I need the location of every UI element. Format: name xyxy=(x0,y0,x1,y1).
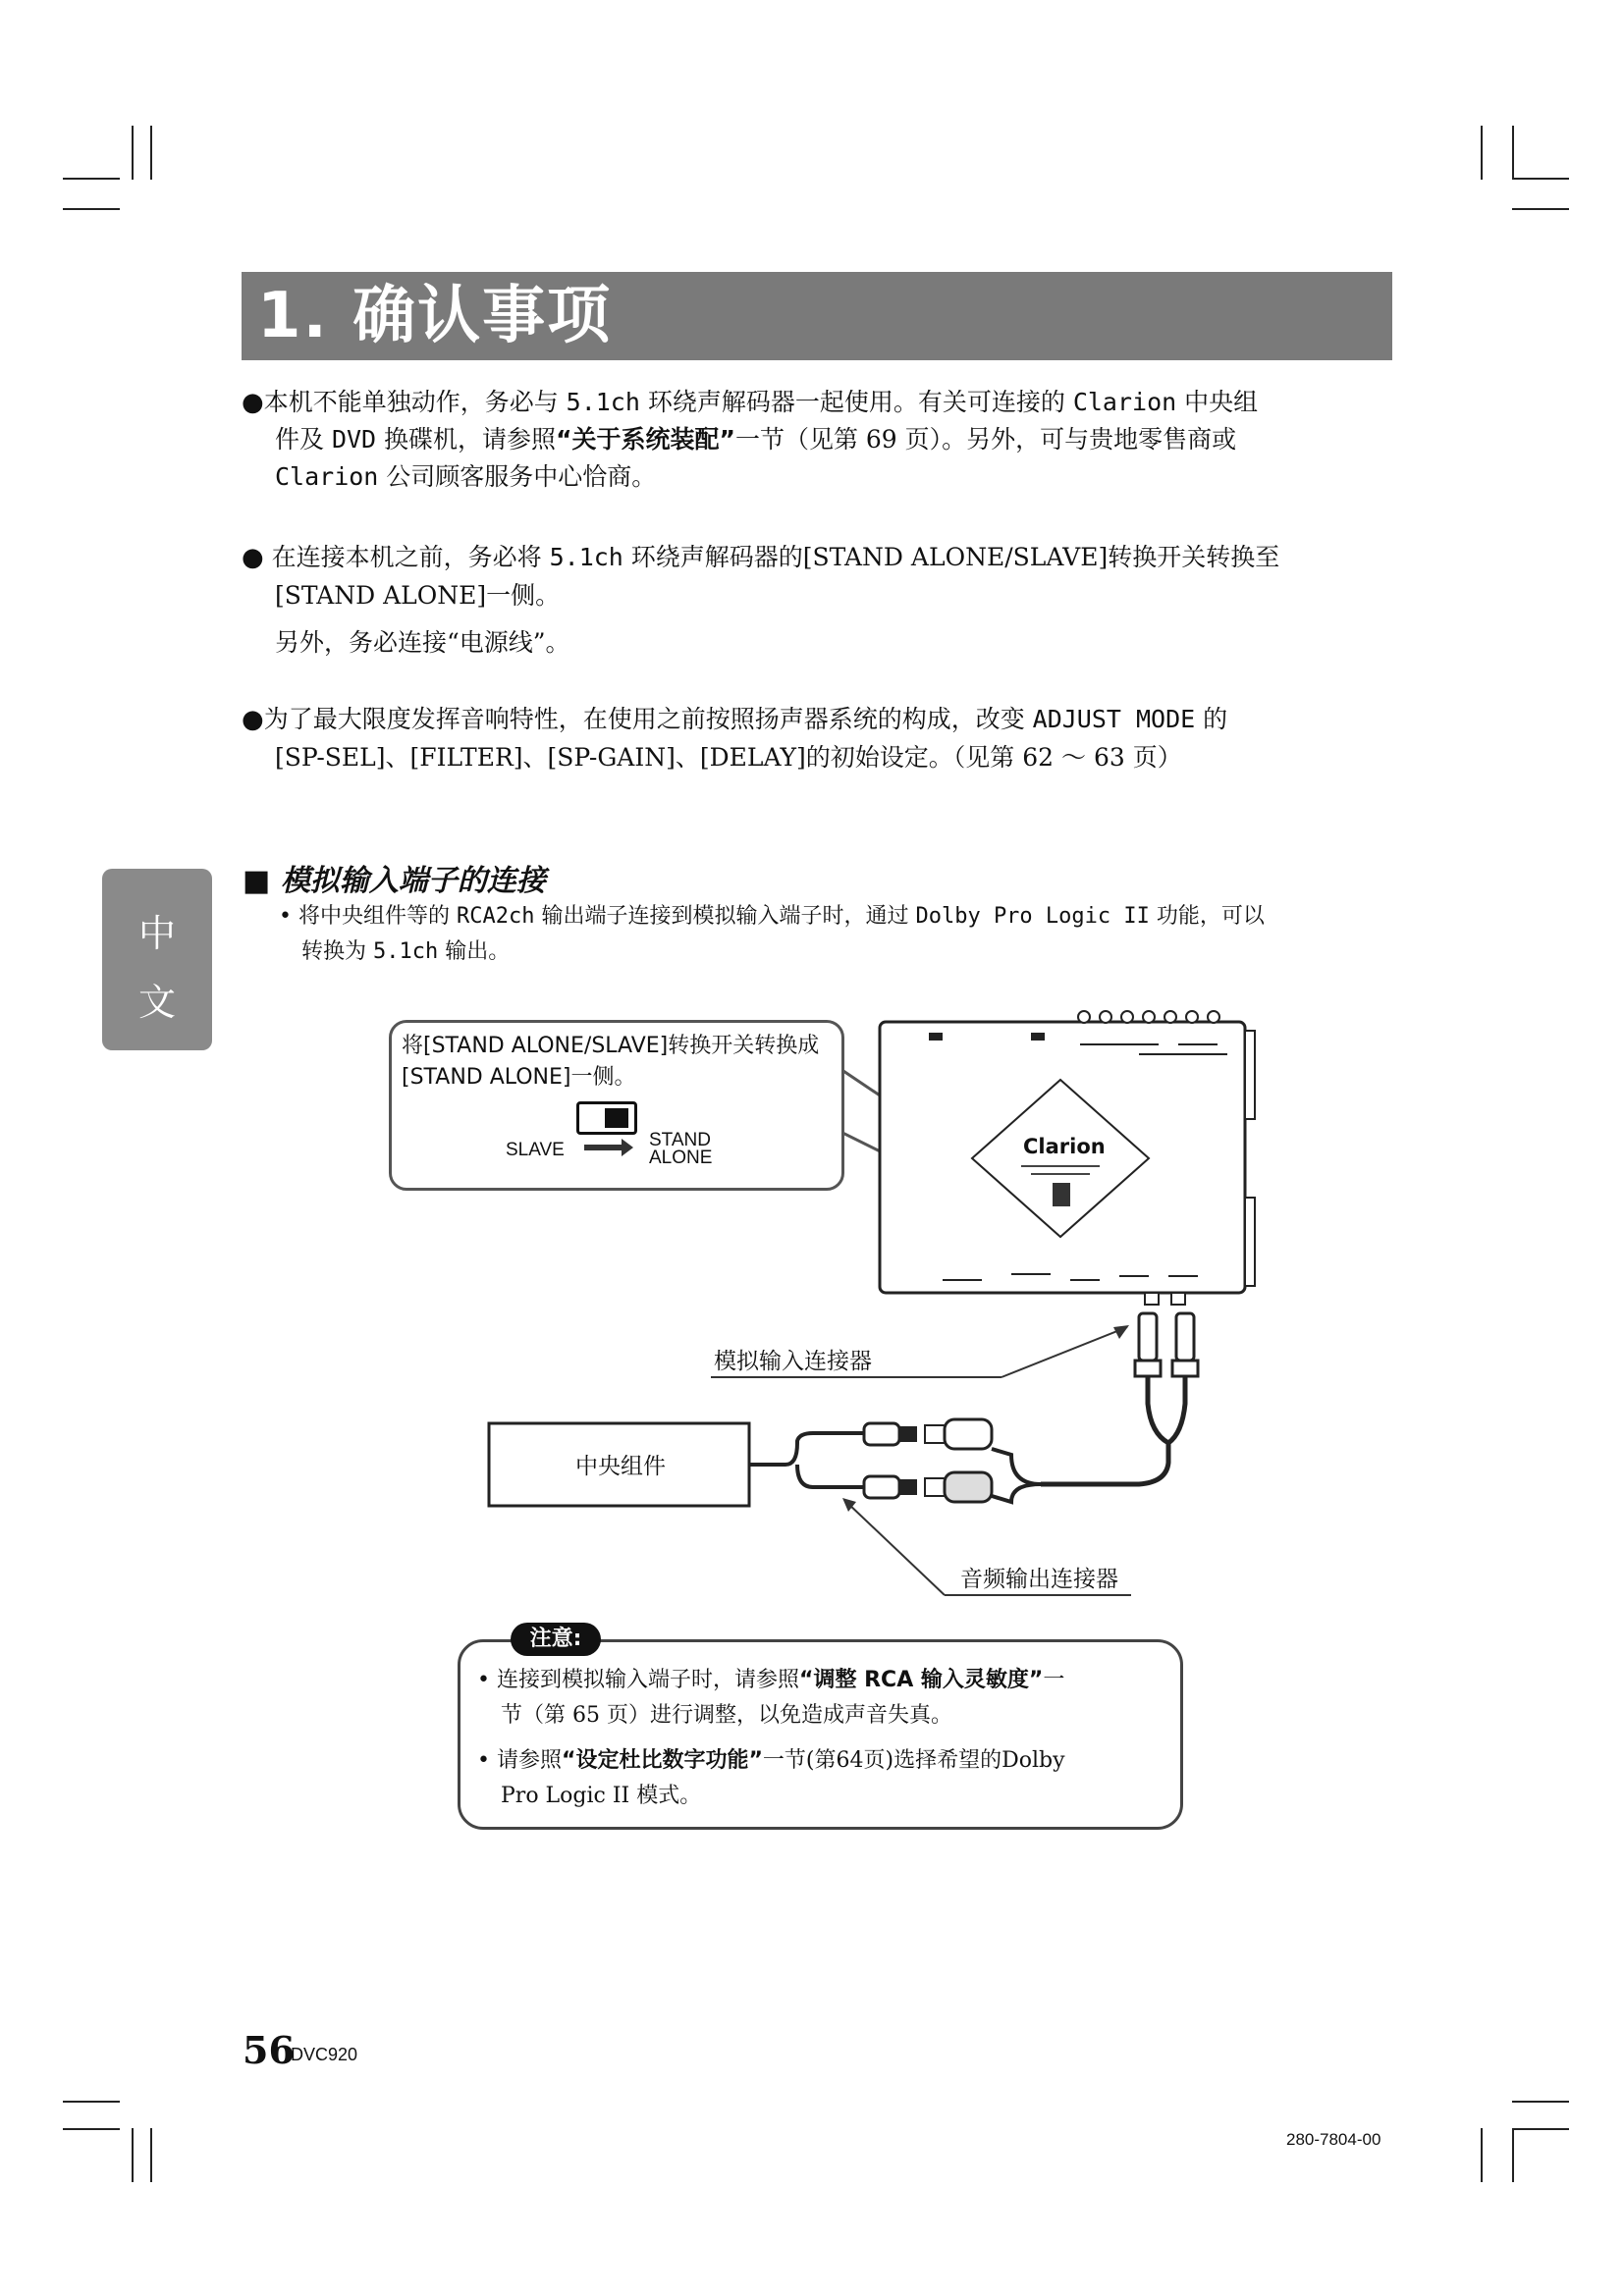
switch-label-stand-alone: ALONE xyxy=(649,1148,713,1168)
bullet-text: 环绕声解码器一起使用。有关可连接的 xyxy=(639,388,1073,416)
body-text: 将中央组件等的 xyxy=(298,904,457,929)
body-text: Dolby Pro Logic II xyxy=(915,904,1150,929)
bullet-dot: ● xyxy=(242,705,264,734)
label-center-unit: 中央组件 xyxy=(575,1454,666,1479)
note-item xyxy=(477,1743,1065,1779)
bullet-text: 为了最大限度发挥音响特性，在使用之前按照扬声器系统的构成，改变 xyxy=(263,705,1033,733)
bullet-text: ADJUST MODE xyxy=(1032,705,1196,733)
side-tab-char: 中 xyxy=(137,912,176,955)
label-audio-output-connector: 音频输出连接器 xyxy=(960,1567,1118,1592)
body-text: 转换为 xyxy=(301,939,373,964)
body-text: 输出。 xyxy=(438,939,511,964)
bullet-text: DVD xyxy=(331,425,377,454)
bullet-item-line: [STAND ALONE]一侧。 xyxy=(275,581,561,610)
body-text: RCA2ch xyxy=(456,904,535,929)
cross-reference: “调整 RCA 输入灵敏度” xyxy=(799,1668,1044,1692)
rca-plugs-center-unit xyxy=(864,1419,992,1502)
bullet-text: 公司顾客服务中心恰商。 xyxy=(378,462,657,491)
subsection-title: 模拟输入端子的连接 xyxy=(280,864,546,898)
section-title: 1. 确认事项 xyxy=(257,280,613,352)
bullet-text: 本机不能单独动作，务必与 xyxy=(263,388,567,416)
small-bullet: • xyxy=(279,904,292,929)
body-text: 输出端子连接到模拟输入端子时，通过 xyxy=(534,904,916,929)
note-tag: 注意: xyxy=(511,1623,601,1656)
bullet-text: 换碟机，请参照 xyxy=(376,425,557,454)
document-code: 280-7804-00 xyxy=(1286,2130,1381,2149)
cross-reference: “关于系统装配” xyxy=(556,425,735,454)
bullet-text: 件及 xyxy=(275,425,332,454)
bullet-item-line: 另外，务必连接“电源线”。 xyxy=(275,628,570,657)
note-text: 一 xyxy=(1043,1668,1065,1692)
bullet-text: Clarion xyxy=(275,462,379,491)
leader-line xyxy=(846,1502,945,1595)
note-item-line: Pro Logic II 模式。 xyxy=(501,1784,702,1808)
bullet-text: Clarion xyxy=(1072,388,1177,416)
leader-line xyxy=(1001,1327,1127,1377)
small-bullet: • xyxy=(477,1748,490,1773)
bullet-text: 的 xyxy=(1195,705,1228,733)
bullet-text: 一节（见第 69 页）。另外，可与贵地零售商或 xyxy=(734,425,1237,454)
side-tab-char: 文 xyxy=(137,981,176,1024)
note-text: 请参照 xyxy=(496,1748,562,1773)
switch-callout xyxy=(389,1020,844,1191)
bullet-text: 在连接本机之前，务必将 xyxy=(271,543,550,571)
note-text: 一节(第64页)选择希望的Dolby xyxy=(762,1748,1065,1773)
switch-label-slave: SLAVE xyxy=(506,1140,565,1160)
body-text: 功能，可以 xyxy=(1149,904,1265,929)
callout-text: [STAND ALONE]一侧。 xyxy=(402,1065,636,1090)
square-marker-icon: ■ xyxy=(243,864,271,898)
bullet-dot: ● xyxy=(242,388,264,417)
page-number: 56 xyxy=(243,2028,295,2072)
bullet-text: 中央组 xyxy=(1176,388,1259,416)
bullet-text: 5.1ch xyxy=(549,543,623,571)
note-item-line: 节（第 65 页）进行调整，以免造成声音失真。 xyxy=(501,1703,952,1728)
bullet-text: 5.1ch xyxy=(566,388,640,416)
rca-plugs-device xyxy=(1135,1313,1198,1376)
cross-reference: “设定杜比数字功能” xyxy=(562,1748,763,1773)
bullet-item-line: [SP-SEL]、[FILTER]、[SP-GAIN]、[DELAY]的初始设定。（见第 62 ～ 63 页） xyxy=(275,743,1182,772)
note-text: 连接到模拟输入端子时，请参照 xyxy=(496,1668,799,1692)
switch-label-stand-alone: STAND xyxy=(649,1130,711,1150)
slide-switch-icon xyxy=(576,1101,637,1135)
bullet-text: 环绕声解码器的[STAND ALONE/SLAVE]转换开关转换至 xyxy=(623,543,1280,571)
device-brand: Clarion xyxy=(1023,1135,1106,1158)
model-name: DVC920 xyxy=(291,2045,358,2064)
small-bullet: • xyxy=(477,1668,490,1692)
note-item xyxy=(477,1663,1064,1698)
label-analog-input-connector: 模拟输入连接器 xyxy=(714,1349,872,1374)
body-text: 5.1ch xyxy=(373,939,439,964)
callout-text: 将[STAND ALONE/SLAVE]转换开关转换成 xyxy=(402,1034,820,1058)
bullet-dot: ● xyxy=(242,543,264,572)
arrow-right-icon xyxy=(584,1145,622,1150)
